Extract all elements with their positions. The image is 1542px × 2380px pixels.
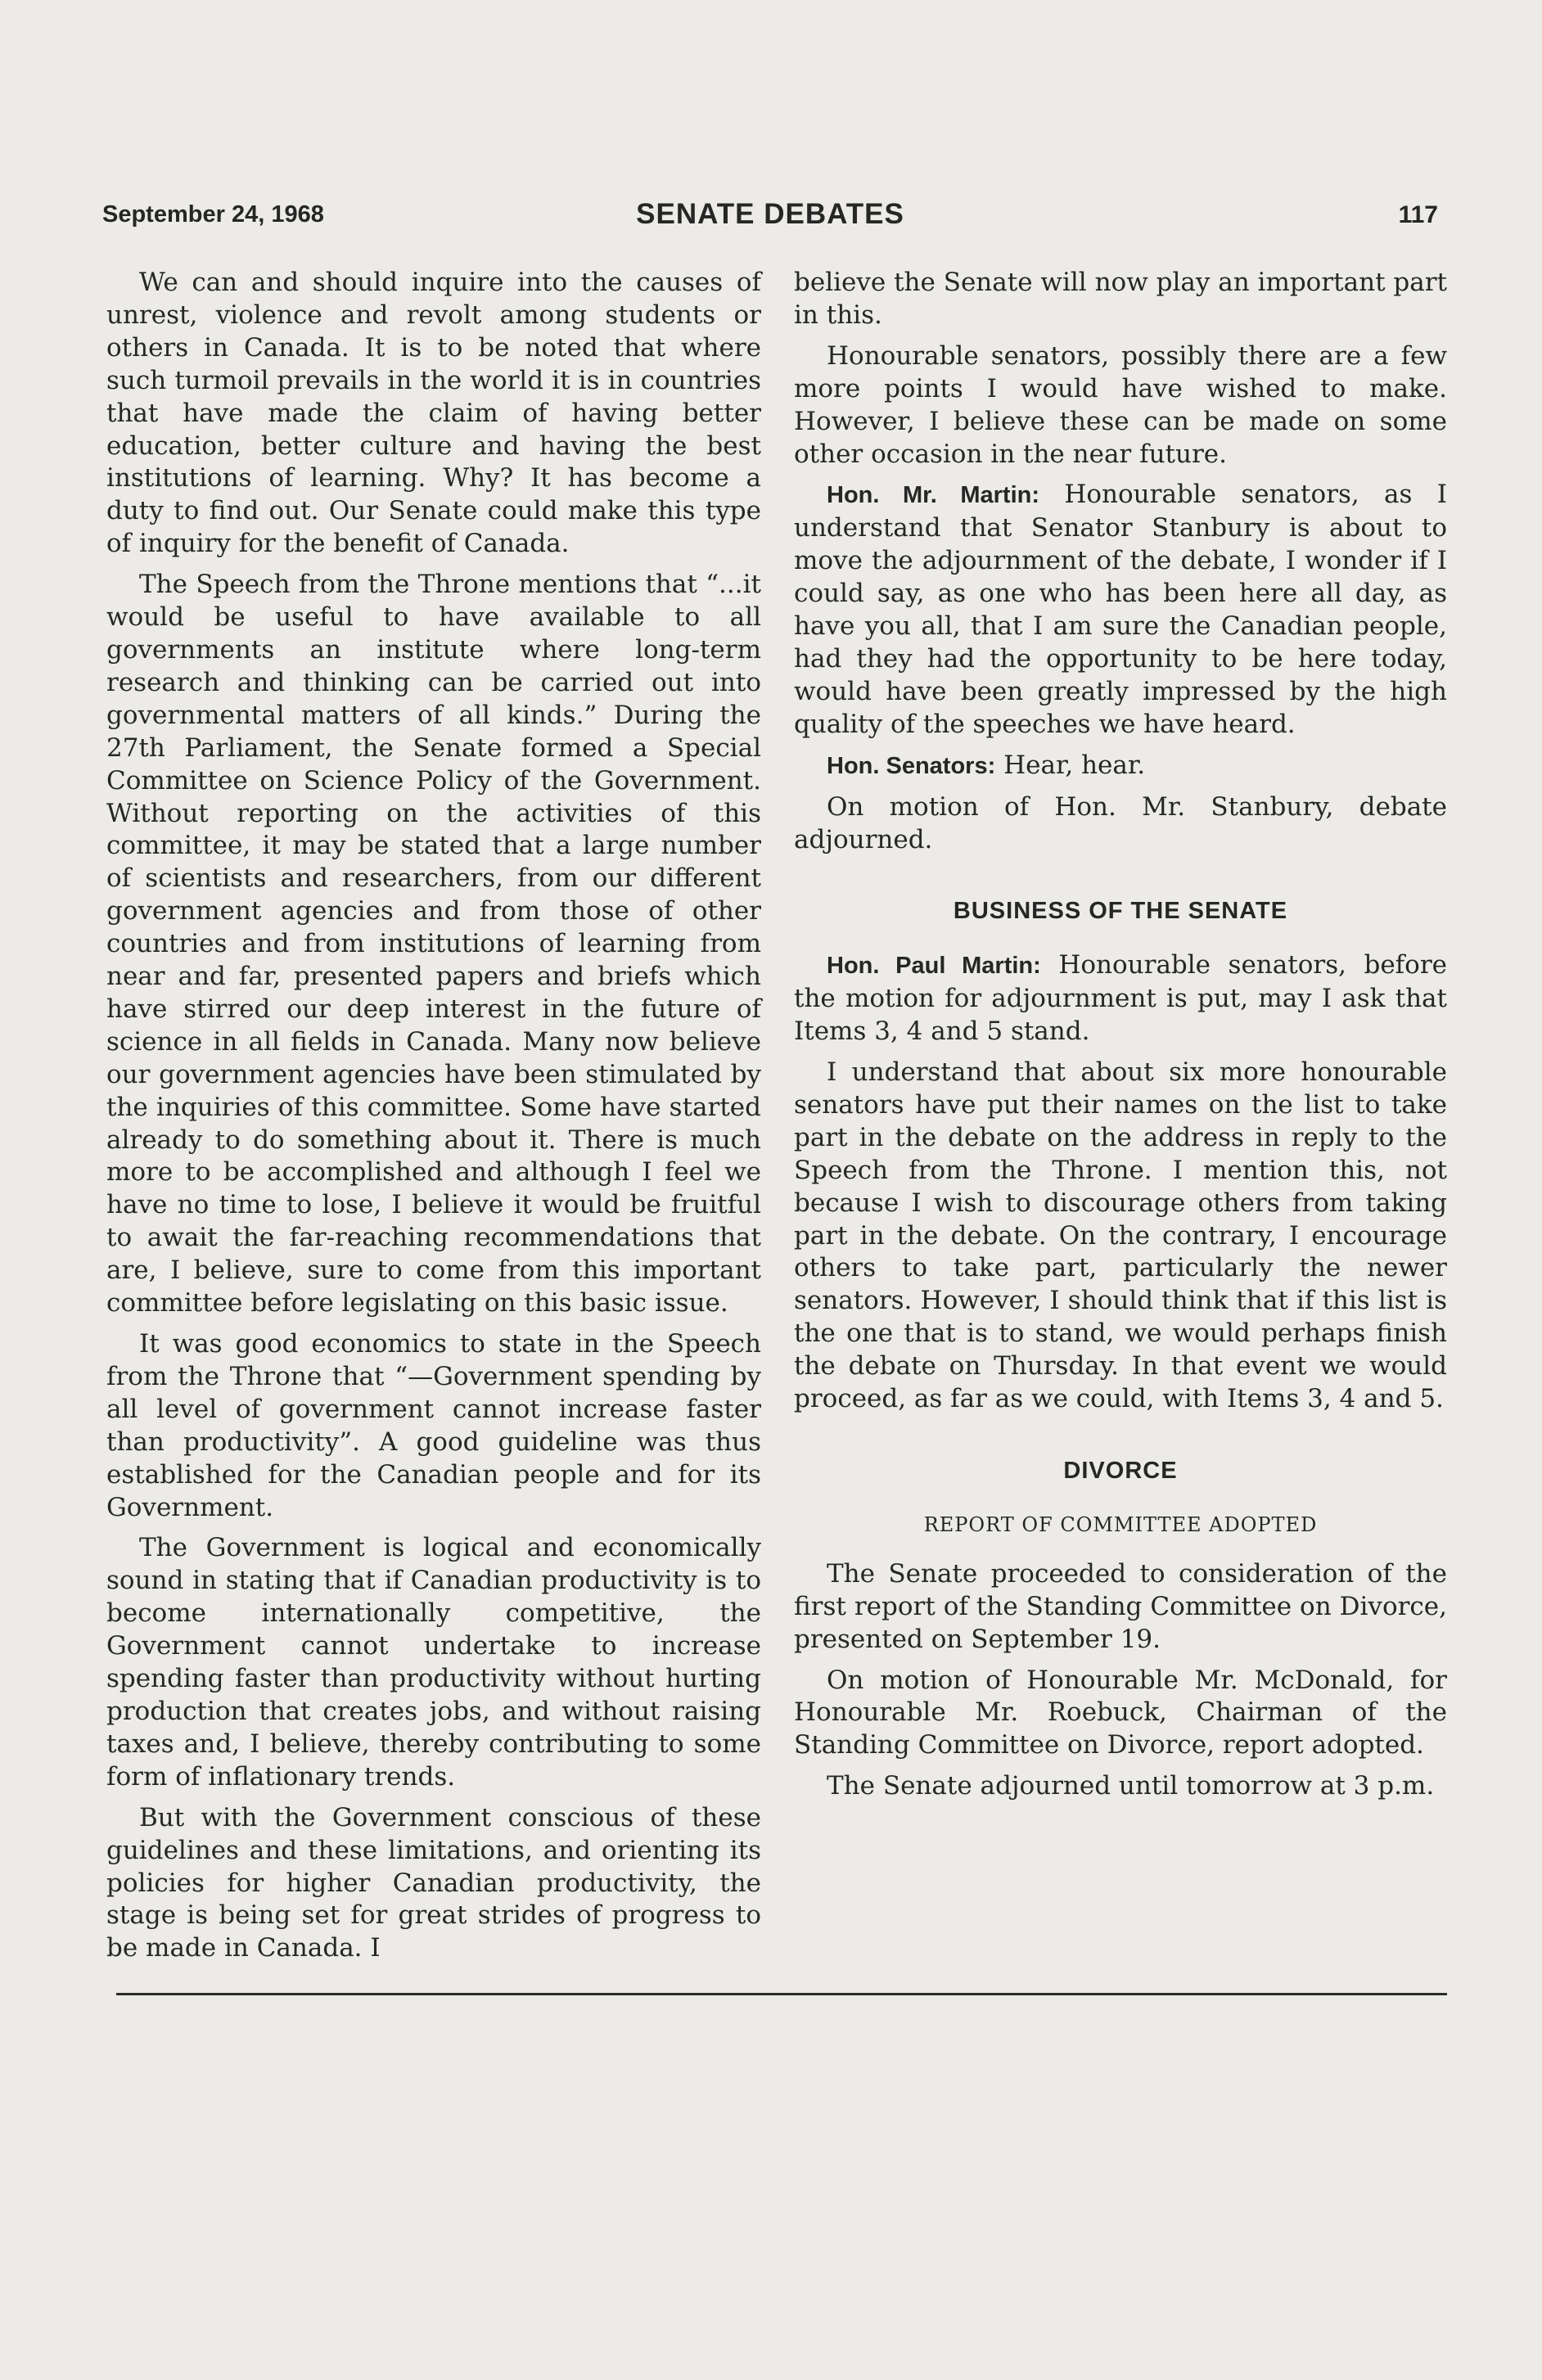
- section-heading-business: BUSINESS OF THE SENATE: [953, 898, 1288, 925]
- header-title: SENATE DEBATES: [636, 198, 904, 230]
- paragraph: The Government is logical and economically sound in stating that if Canadian productivity is to become internationally competitive, the Government cannot undertake to increase spending faster than productivity without hurting production that creates jobs, and without raising taxes and, I believe, thereby contributing to some form of inflationary trends.: [106, 1533, 761, 1792]
- speech-paragraph: [794, 479, 1447, 741]
- section-heading-divorce: DIVORCE: [1063, 1458, 1178, 1484]
- speaker-name: Hon. Senators:: [827, 752, 996, 779]
- paragraph: Honourable senators, possibly there are a few more points I would have wished to make. However, I believe these can be made on some other occasion in the near future.: [794, 340, 1447, 469]
- bottom-rule: [116, 1993, 1447, 1995]
- page-number: 117: [1398, 201, 1438, 228]
- paragraph-continuation: believe the Senate will now play an important part in this.: [794, 268, 1447, 330]
- speech-text: Honourable senators, as I understand that Senator Stanbury is about to move the adjournment of the debate, I wonder if I could say, as one who has been here all day, as have you all, that I am sure the Canadian people, had they had the opportunity to be here today, would have been greatly impressed by the high quality of the speeches we have heard.: [794, 480, 1447, 739]
- paragraph: On motion of Hon. Mr. Stanbury, debate adjourned.: [794, 791, 1447, 854]
- paragraph: The Senate proceeded to consideration of the first report of the Standing Committee on Divorce, presented on September 19.: [794, 1558, 1447, 1654]
- header-date: September 24, 1968: [102, 201, 324, 228]
- section-subheading: REPORT OF COMMITTEE ADOPTED: [923, 1512, 1318, 1536]
- paragraph: We can and should inquire into the causes of unrest, violence and revolt among students or others in Canada. It is to be noted that where such turmoil prevails in the world it is in countries that have made the claim of having better education, better culture and having the best institutions of learning. Why? It has become a duty to find out. Our Senate could make this type of inquiry for the benefit of Canada.: [106, 268, 761, 559]
- paragraph: I understand that about six more honourable senators have put their names on the list to take part in the debate on the address in reply to the Speech from the Throne. I mention this, not because I wish to discourage others from taking part in the debate. On the contrary, I encourage others to take part, particularly the newer senators. However, I should think that if this list is the one that is to stand, we would perhaps finish the debate on Thursday. In that event we would proceed, as far as we could, with Items 3, 4 and 5.: [794, 1057, 1447, 1414]
- paragraph: The Speech from the Throne mentions that “...it would be useful to have available to all governments an institute where long-term research and thinking can be carried out into governmental matters of all kinds.” During the 27th Parliament, the Senate formed a Special Committee on Science Policy of the Government. Without reporting on the activities of this committee, it may be stated that a large number of scientists and researchers, from our different government agencies and from those of other countries and from institutions of learning from near and far, presented papers and briefs which have stirred our deep interest in the future of science in all fields in Canada. Many now believe our government agencies have been stimulated by the inquiries of this committee. Some have started already to do something about it. There is much more to be accomplished and although I feel we have no time to lose, I believe it would be fruitful to await the far-reaching recommendations that are, I believe, sure to come from this important committee before legislating on this basic issue.: [106, 570, 761, 1318]
- paragraph: The Senate adjourned until tomorrow at 3 p.m.: [827, 1771, 1435, 1801]
- page-header: [102, 198, 1438, 236]
- speaker-name: Hon. Mr. Martin:: [827, 482, 1040, 509]
- speech-paragraph: [794, 949, 1447, 1048]
- paragraph: But with the Government conscious of these guidelines and these limitations, and orienting its policies for higher Canadian productivity, the stage is being set for great strides of progress to be made in Canada. I: [106, 1802, 761, 1963]
- speech-paragraph: [794, 750, 1447, 783]
- paragraph: It was good economics to state in the Speech from the Throne that “—Government spending by all level of government cannot increase faster than productivity”. A good guideline was thus established for the Canadian people and for its Government.: [106, 1329, 761, 1522]
- speaker-name: Hon. Paul Martin:: [827, 953, 1041, 980]
- right-column: [794, 267, 1447, 1811]
- speech-text: Hear, hear.: [1003, 750, 1146, 780]
- left-column: [106, 267, 761, 1973]
- speech-text: Honourable senators, before the motion for adjournment is put, may I ask that Items 3, 4 and 5 stand.: [794, 950, 1447, 1047]
- paragraph: On motion of Honourable Mr. McDonald, for Honourable Mr. Roebuck, Chairman of the Standing Committee on Divorce, report adopted.: [794, 1665, 1447, 1760]
